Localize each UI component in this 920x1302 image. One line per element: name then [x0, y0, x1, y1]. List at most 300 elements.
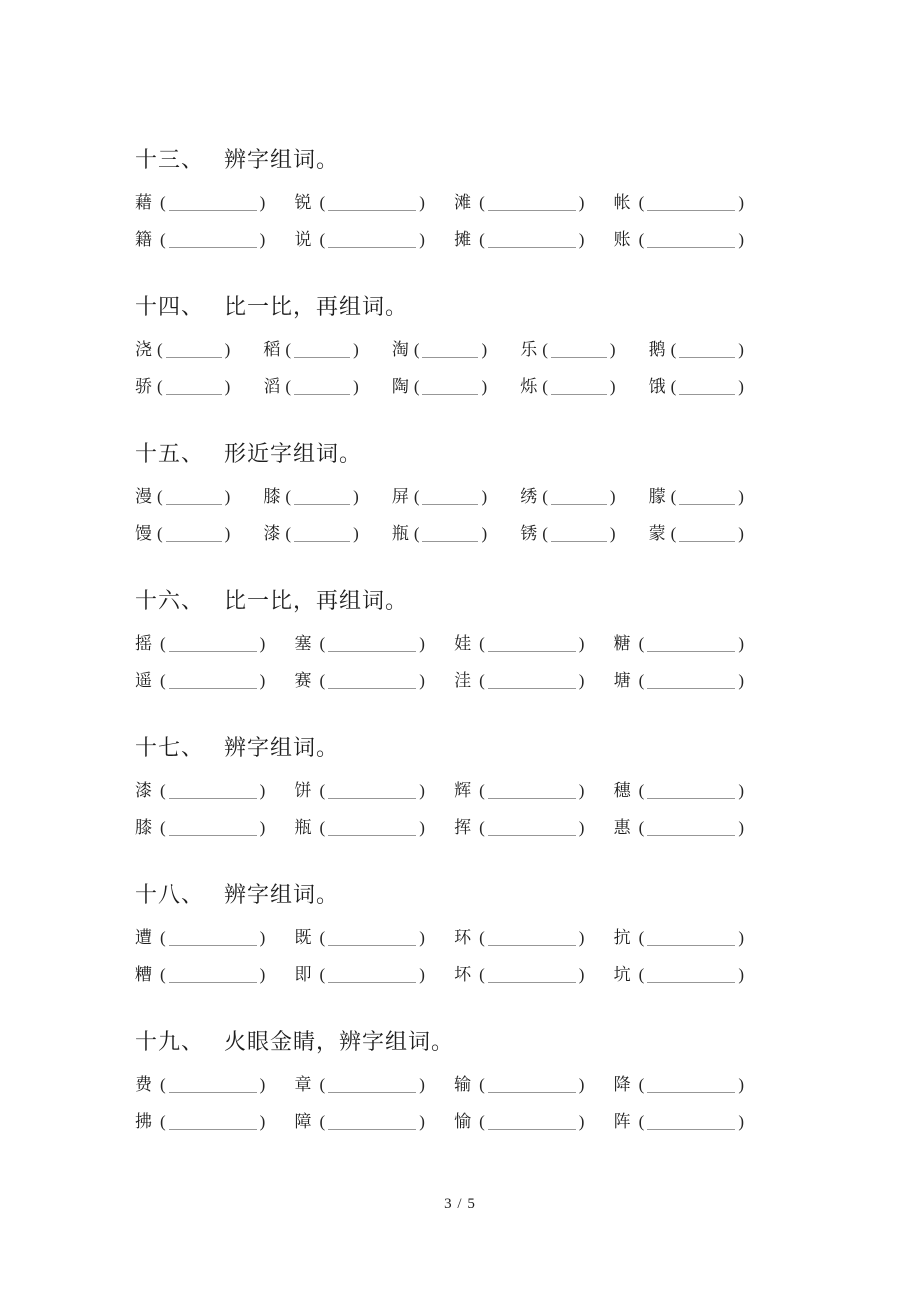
exercise-item [454, 229, 585, 250]
answer-blank [551, 344, 607, 358]
exercise-item [135, 670, 266, 691]
close-paren: ) [419, 781, 425, 800]
exercise-character: 塞 [294, 634, 312, 653]
open-paren: ( [285, 340, 292, 359]
answer-blank [647, 234, 735, 248]
answer-blank [422, 528, 478, 542]
exercise-character: 阵 [613, 1112, 631, 1131]
section-title: 辨字组词。 [224, 147, 340, 172]
open-paren: ( [319, 818, 326, 837]
answer-blank [169, 675, 257, 689]
exercise-row [135, 780, 745, 801]
exercise-character: 遭 [135, 928, 152, 947]
exercise-character: 既 [294, 928, 312, 947]
open-paren: ( [638, 965, 645, 984]
open-paren: ( [670, 524, 677, 543]
section-heading [135, 735, 745, 761]
close-paren: ) [609, 340, 616, 359]
close-paren: ) [259, 193, 266, 212]
close-paren: ) [353, 340, 359, 359]
close-paren: ) [224, 487, 231, 506]
exercise-character: 愉 [454, 1112, 472, 1131]
answer-blank [488, 932, 576, 946]
open-paren: ( [160, 634, 166, 653]
close-paren: ) [353, 377, 359, 396]
section-heading [135, 588, 745, 614]
answer-blank [422, 344, 478, 358]
exercise-row [135, 376, 745, 397]
section-number: 十四、 [135, 294, 205, 319]
exercise-character: 蒙 [648, 524, 666, 543]
exercise-character: 饿 [648, 377, 666, 396]
close-paren: ) [259, 781, 266, 800]
answer-blank [647, 932, 735, 946]
close-paren: ) [419, 230, 425, 249]
exercise-item [454, 780, 585, 801]
answer-blank [647, 1079, 735, 1093]
section-heading [135, 147, 745, 173]
close-paren: ) [738, 524, 744, 543]
close-paren: ) [609, 524, 616, 543]
answer-blank [294, 491, 350, 505]
open-paren: ( [479, 634, 485, 653]
answer-blank [647, 822, 735, 836]
exercise-character: 乐 [520, 340, 538, 359]
close-paren: ) [578, 1075, 585, 1094]
open-paren: ( [479, 671, 485, 690]
answer-blank [488, 675, 576, 689]
close-paren: ) [738, 671, 744, 690]
exercise-item [454, 1111, 585, 1132]
close-paren: ) [419, 928, 425, 947]
close-paren: ) [738, 1112, 744, 1131]
exercise-character: 抗 [613, 928, 631, 947]
exercise-character: 锈 [520, 524, 538, 543]
exercise-item [295, 780, 426, 801]
close-paren: ) [609, 377, 616, 396]
exercise-item [454, 192, 585, 213]
exercise-item [649, 523, 745, 544]
exercise-character: 即 [294, 965, 312, 984]
exercise-character: 穗 [613, 781, 631, 800]
exercise-item [614, 229, 745, 250]
section-title: 辨字组词。 [224, 735, 340, 760]
exercise-item [135, 486, 231, 507]
exercise-character: 漫 [135, 487, 152, 506]
exercise-item [649, 376, 745, 397]
section-heading [135, 294, 745, 320]
close-paren: ) [738, 818, 744, 837]
exercise-character: 朦 [648, 487, 666, 506]
open-paren: ( [413, 487, 420, 506]
close-paren: ) [353, 487, 359, 506]
answer-blank [169, 234, 257, 248]
open-paren: ( [160, 1075, 166, 1094]
open-paren: ( [479, 818, 485, 837]
exercise-character: 浇 [135, 340, 152, 359]
exercise-character: 淘 [391, 340, 409, 359]
exercise-row [135, 1074, 745, 1095]
close-paren: ) [224, 524, 231, 543]
answer-blank [422, 491, 478, 505]
exercise-row [135, 670, 745, 691]
exercise-item [263, 486, 359, 507]
exercise-character: 遥 [135, 671, 152, 690]
open-paren: ( [638, 193, 645, 212]
open-paren: ( [479, 781, 485, 800]
exercise-item [520, 339, 616, 360]
exercise-character: 坑 [613, 965, 631, 984]
worksheet-section [135, 294, 745, 397]
exercise-item [392, 523, 488, 544]
open-paren: ( [542, 487, 548, 506]
answer-blank [647, 675, 735, 689]
answer-blank [294, 528, 350, 542]
open-paren: ( [413, 377, 420, 396]
close-paren: ) [578, 634, 585, 653]
answer-blank [169, 932, 257, 946]
exercise-row [135, 817, 745, 838]
exercise-item [295, 964, 426, 985]
exercise-character: 章 [294, 1075, 312, 1094]
exercise-item [135, 339, 231, 360]
exercise-item [295, 1074, 426, 1095]
answer-blank [169, 638, 257, 652]
open-paren: ( [160, 230, 166, 249]
section-number: 十六、 [135, 588, 205, 613]
open-paren: ( [319, 193, 326, 212]
exercise-character: 挥 [454, 818, 472, 837]
answer-blank [488, 197, 576, 211]
exercise-character: 滔 [263, 377, 281, 396]
exercise-item [454, 964, 585, 985]
exercise-item [135, 229, 266, 250]
open-paren: ( [638, 781, 645, 800]
exercise-item [614, 1074, 745, 1095]
open-paren: ( [157, 377, 163, 396]
close-paren: ) [259, 230, 266, 249]
exercise-item [295, 1111, 426, 1132]
open-paren: ( [670, 340, 677, 359]
close-paren: ) [578, 781, 585, 800]
exercise-character: 膝 [135, 818, 152, 837]
answer-blank [166, 381, 222, 395]
answer-blank [551, 528, 607, 542]
answer-blank [328, 1079, 416, 1093]
exercise-item [135, 1074, 266, 1095]
exercise-item [135, 1111, 266, 1132]
answer-blank [679, 344, 735, 358]
open-paren: ( [479, 1112, 485, 1131]
answer-blank [647, 1116, 735, 1130]
open-paren: ( [670, 487, 677, 506]
open-paren: ( [670, 377, 677, 396]
close-paren: ) [738, 1075, 744, 1094]
open-paren: ( [160, 965, 166, 984]
answer-blank [328, 1116, 416, 1130]
answer-blank [328, 785, 416, 799]
exercise-character: 绣 [520, 487, 538, 506]
answer-blank [169, 197, 257, 211]
exercise-character: 摊 [454, 230, 472, 249]
section-number: 十三、 [135, 147, 205, 172]
exercise-character: 滩 [454, 193, 472, 212]
close-paren: ) [578, 965, 585, 984]
exercise-character: 烁 [520, 377, 538, 396]
close-paren: ) [481, 340, 488, 359]
page-number: 3 / 5 [444, 1196, 476, 1212]
close-paren: ) [259, 965, 266, 984]
close-paren: ) [259, 818, 266, 837]
answer-blank [328, 932, 416, 946]
open-paren: ( [638, 230, 645, 249]
open-paren: ( [319, 1075, 326, 1094]
exercise-item [392, 339, 488, 360]
exercise-character: 糟 [135, 965, 152, 984]
exercise-row [135, 192, 745, 213]
section-title: 比一比，再组词。 [224, 294, 409, 319]
exercise-character: 障 [294, 1112, 312, 1131]
open-paren: ( [638, 634, 645, 653]
close-paren: ) [419, 193, 425, 212]
open-paren: ( [638, 818, 645, 837]
exercise-item [614, 633, 745, 654]
answer-blank [422, 381, 478, 395]
exercise-row [135, 1111, 745, 1132]
section-heading [135, 1029, 745, 1055]
exercise-item [392, 376, 488, 397]
answer-blank [328, 969, 416, 983]
exercise-character: 说 [294, 230, 312, 249]
open-paren: ( [319, 671, 326, 690]
answer-blank [647, 197, 735, 211]
section-heading [135, 441, 745, 467]
worksheet [135, 147, 745, 1176]
exercise-row [135, 486, 745, 507]
answer-blank [166, 528, 222, 542]
exercise-item [295, 229, 426, 250]
exercise-item [614, 964, 745, 985]
close-paren: ) [738, 487, 744, 506]
close-paren: ) [419, 1112, 425, 1131]
exercise-character: 洼 [454, 671, 472, 690]
exercise-item [614, 192, 745, 213]
exercise-item [135, 376, 231, 397]
exercise-character: 娃 [454, 634, 472, 653]
answer-blank [647, 969, 735, 983]
exercise-item [520, 376, 616, 397]
open-paren: ( [542, 377, 548, 396]
exercise-character: 糖 [613, 634, 631, 653]
close-paren: ) [224, 340, 231, 359]
open-paren: ( [319, 781, 326, 800]
close-paren: ) [578, 1112, 585, 1131]
close-paren: ) [259, 671, 266, 690]
exercise-character: 辉 [454, 781, 472, 800]
exercise-character: 环 [454, 928, 472, 947]
close-paren: ) [481, 377, 488, 396]
exercise-item [263, 339, 359, 360]
answer-blank [488, 969, 576, 983]
close-paren: ) [738, 781, 744, 800]
section-title: 比一比，再组词。 [224, 588, 409, 613]
exercise-item [135, 964, 266, 985]
exercise-character: 瓶 [294, 818, 312, 837]
close-paren: ) [738, 230, 744, 249]
answer-blank [488, 822, 576, 836]
exercise-item [135, 927, 266, 948]
answer-blank [647, 638, 735, 652]
close-paren: ) [578, 193, 585, 212]
close-paren: ) [738, 965, 744, 984]
close-paren: ) [738, 340, 744, 359]
close-paren: ) [578, 818, 585, 837]
open-paren: ( [638, 671, 645, 690]
open-paren: ( [285, 487, 292, 506]
open-paren: ( [479, 928, 485, 947]
section-number: 十八、 [135, 882, 205, 907]
open-paren: ( [160, 1112, 166, 1131]
exercise-character: 输 [454, 1075, 472, 1094]
answer-blank [647, 785, 735, 799]
exercise-item [614, 670, 745, 691]
answer-blank [679, 528, 735, 542]
open-paren: ( [157, 487, 163, 506]
exercise-character: 稻 [263, 340, 281, 359]
section-number: 十五、 [135, 441, 205, 466]
exercise-character: 摇 [135, 634, 152, 653]
exercise-item [135, 780, 266, 801]
exercise-character: 馒 [135, 524, 152, 543]
open-paren: ( [319, 1112, 326, 1131]
answer-blank [169, 1079, 257, 1093]
exercise-character: 降 [613, 1075, 631, 1094]
exercise-character: 漆 [263, 524, 281, 543]
exercise-row [135, 523, 745, 544]
exercise-row [135, 633, 745, 654]
answer-blank [169, 1116, 257, 1130]
open-paren: ( [157, 524, 163, 543]
exercise-item [649, 486, 745, 507]
exercise-item [295, 633, 426, 654]
exercise-item [135, 633, 266, 654]
open-paren: ( [479, 230, 485, 249]
section-number: 十九、 [135, 1029, 205, 1054]
exercise-item [614, 780, 745, 801]
exercise-item [263, 376, 359, 397]
exercise-character: 赛 [294, 671, 312, 690]
answer-blank [679, 491, 735, 505]
answer-blank [294, 381, 350, 395]
worksheet-section [135, 882, 745, 985]
close-paren: ) [738, 634, 744, 653]
answer-blank [488, 638, 576, 652]
answer-blank [328, 822, 416, 836]
answer-blank [166, 491, 222, 505]
close-paren: ) [481, 487, 488, 506]
answer-blank [328, 638, 416, 652]
close-paren: ) [419, 634, 425, 653]
open-paren: ( [160, 818, 166, 837]
answer-blank [169, 822, 257, 836]
exercise-item [295, 817, 426, 838]
close-paren: ) [419, 965, 425, 984]
answer-blank [166, 344, 222, 358]
close-paren: ) [224, 377, 231, 396]
open-paren: ( [285, 524, 292, 543]
exercise-character: 帐 [613, 193, 631, 212]
close-paren: ) [578, 928, 585, 947]
open-paren: ( [479, 1075, 485, 1094]
answer-blank [488, 234, 576, 248]
close-paren: ) [738, 377, 744, 396]
section-title: 辨字组词。 [224, 882, 340, 907]
exercise-item [520, 523, 616, 544]
close-paren: ) [419, 671, 425, 690]
exercise-character: 塘 [613, 671, 631, 690]
open-paren: ( [638, 928, 645, 947]
exercise-character: 鹅 [648, 340, 666, 359]
open-paren: ( [479, 965, 485, 984]
open-paren: ( [160, 193, 166, 212]
close-paren: ) [419, 818, 425, 837]
worksheet-section [135, 147, 745, 250]
answer-blank [328, 234, 416, 248]
open-paren: ( [160, 781, 166, 800]
exercise-character: 膝 [263, 487, 281, 506]
exercise-item [135, 817, 266, 838]
exercise-row [135, 964, 745, 985]
open-paren: ( [160, 928, 166, 947]
exercise-item [263, 523, 359, 544]
open-paren: ( [413, 524, 420, 543]
exercise-character: 坏 [454, 965, 472, 984]
exercise-item [135, 523, 231, 544]
section-heading [135, 882, 745, 908]
section-title: 火眼金睛，辨字组词。 [224, 1029, 455, 1054]
open-paren: ( [319, 928, 326, 947]
exercise-character: 漆 [135, 781, 152, 800]
open-paren: ( [157, 340, 163, 359]
answer-blank [488, 1116, 576, 1130]
exercise-character: 拂 [135, 1112, 152, 1131]
worksheet-section [135, 1029, 745, 1132]
exercise-item [295, 192, 426, 213]
open-paren: ( [638, 1112, 645, 1131]
open-paren: ( [542, 524, 548, 543]
answer-blank [679, 381, 735, 395]
answer-blank [551, 381, 607, 395]
exercise-item [392, 486, 488, 507]
close-paren: ) [259, 634, 266, 653]
exercise-character: 瓶 [391, 524, 409, 543]
close-paren: ) [578, 230, 585, 249]
exercise-character: 费 [135, 1075, 152, 1094]
exercise-item [454, 817, 585, 838]
exercise-item [614, 1111, 745, 1132]
exercise-character: 藉 [135, 193, 152, 212]
exercise-character: 籍 [135, 230, 152, 249]
answer-blank [294, 344, 350, 358]
answer-blank [328, 675, 416, 689]
close-paren: ) [578, 671, 585, 690]
answer-blank [169, 969, 257, 983]
close-paren: ) [259, 1075, 266, 1094]
exercise-item [135, 192, 266, 213]
exercise-row [135, 229, 745, 250]
open-paren: ( [285, 377, 292, 396]
open-paren: ( [160, 671, 166, 690]
